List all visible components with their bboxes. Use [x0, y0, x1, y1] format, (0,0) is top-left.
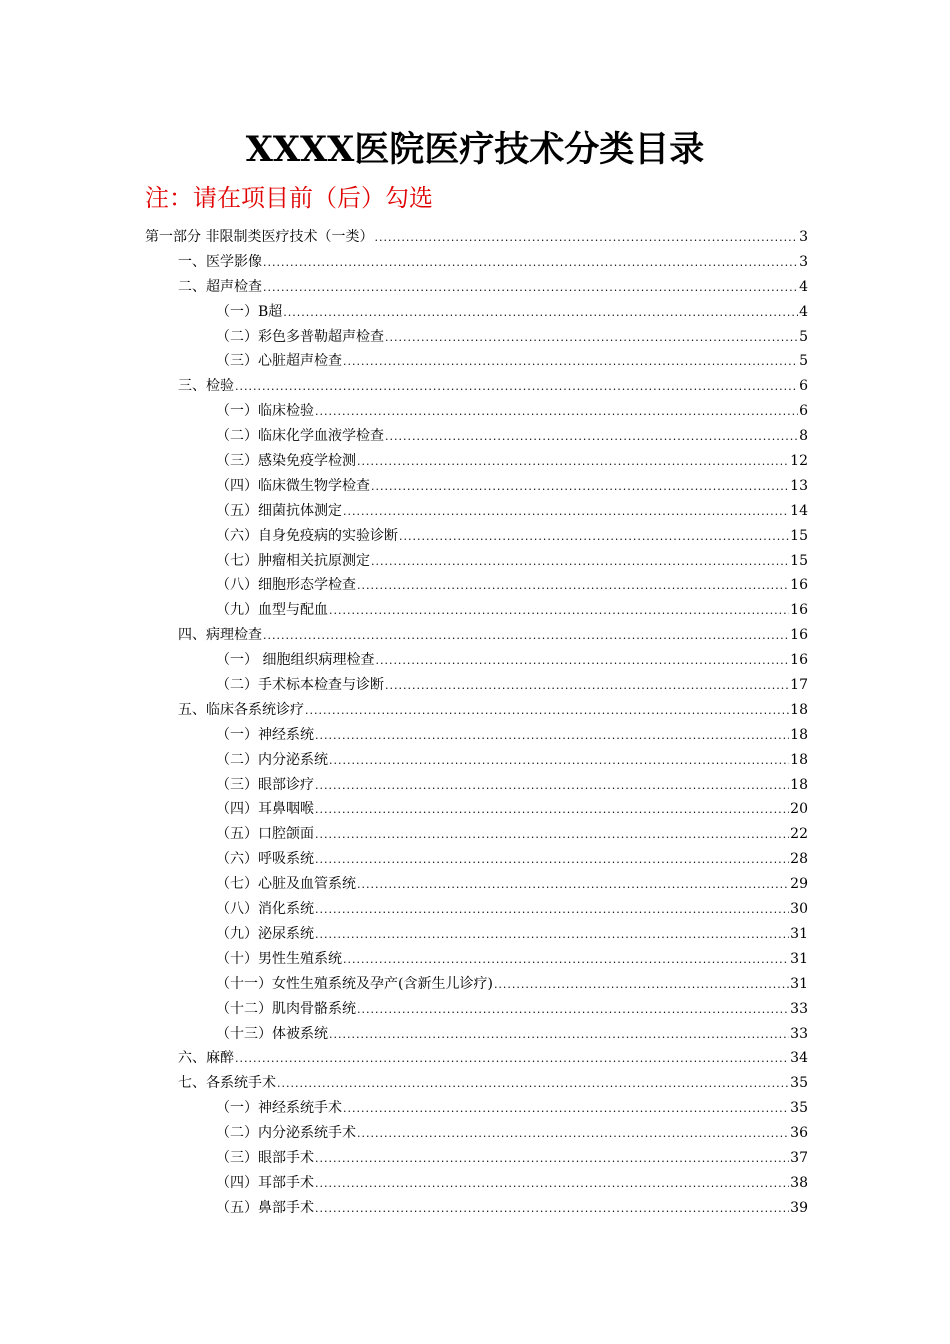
toc-entry[interactable] — [145, 573, 808, 598]
toc-dot-leader — [315, 774, 789, 799]
toc-entry-page-number: 17 — [790, 677, 808, 694]
toc-entry[interactable] — [145, 872, 808, 897]
toc-dot-leader — [385, 425, 798, 450]
toc-dot-leader — [315, 923, 789, 948]
toc-entry-label: （二）彩色多普勒超声检查 — [216, 328, 384, 345]
toc-entry[interactable] — [145, 549, 808, 574]
toc-entry[interactable] — [145, 897, 808, 922]
toc-dot-leader — [283, 301, 798, 326]
toc-entry-label: 五、临床各系统诊疗 — [178, 701, 304, 718]
toc-entry[interactable] — [145, 648, 808, 673]
toc-entry-page-number: 3 — [799, 253, 808, 270]
toc-entry-page-number: 18 — [790, 701, 808, 718]
table-of-contents — [145, 225, 808, 1221]
toc-entry[interactable] — [145, 847, 808, 872]
toc-dot-leader — [357, 574, 789, 599]
toc-entry-page-number: 33 — [790, 1025, 808, 1042]
toc-entry-label: （三）感染免疫学检测 — [216, 453, 356, 470]
toc-entry-page-number: 16 — [790, 627, 808, 644]
toc-entry-page-number: 18 — [790, 726, 808, 743]
toc-entry[interactable] — [145, 673, 808, 698]
toc-entry[interactable] — [145, 449, 808, 474]
toc-entry-label: （七）心脏及血管系统 — [216, 876, 356, 893]
toc-dot-leader — [371, 550, 789, 575]
toc-entry-page-number: 22 — [790, 826, 808, 843]
toc-dot-leader — [357, 1122, 789, 1147]
toc-entry-label: （六）自身免疫病的实验诊断 — [216, 527, 398, 544]
toc-entry-label: （二）内分泌系统 — [216, 751, 328, 768]
toc-entry-page-number: 5 — [799, 328, 808, 345]
toc-entry-page-number: 13 — [790, 477, 808, 494]
toc-entry-label: （一）B超 — [216, 303, 283, 320]
toc-entry-page-number: 16 — [790, 577, 808, 594]
toc-entry-label: （三）眼部手术 — [216, 1149, 314, 1166]
toc-entry-page-number: 29 — [790, 876, 808, 893]
toc-entry[interactable] — [145, 598, 808, 623]
toc-entry-page-number: 33 — [790, 1000, 808, 1017]
toc-entry[interactable] — [145, 1171, 808, 1196]
toc-entry[interactable] — [145, 1022, 808, 1047]
toc-entry[interactable] — [145, 997, 808, 1022]
toc-entry-label: （十二）肌肉骨骼系统 — [216, 1000, 356, 1017]
toc-entry-page-number: 30 — [790, 901, 808, 918]
toc-entry[interactable] — [145, 225, 808, 250]
toc-dot-leader — [357, 998, 789, 1023]
toc-entry-label: 六、麻醉 — [178, 1050, 234, 1067]
toc-dot-leader — [329, 1023, 789, 1048]
toc-entry-label: （八）细胞形态学检查 — [216, 577, 356, 594]
toc-dot-leader — [385, 326, 798, 351]
toc-entry-label: （四）耳鼻咽喉 — [216, 801, 314, 818]
toc-entry[interactable] — [145, 399, 808, 424]
toc-entry[interactable] — [145, 1121, 808, 1146]
toc-entry-label: （三）心脏超声检查 — [216, 353, 342, 370]
toc-entry[interactable] — [145, 748, 808, 773]
toc-entry-label: （五）鼻部手术 — [216, 1199, 314, 1216]
toc-dot-leader — [263, 251, 798, 276]
toc-dot-leader — [343, 948, 789, 973]
toc-entry-label: 第一部分 非限制类医疗技术（一类） — [145, 229, 374, 245]
toc-entry[interactable] — [145, 250, 808, 275]
toc-entry-page-number: 16 — [790, 602, 808, 619]
toc-dot-leader — [263, 624, 789, 649]
document-title: XXXX医院医疗技术分类目录 — [245, 129, 705, 170]
toc-entry-page-number: 38 — [790, 1174, 808, 1191]
toc-dot-leader — [399, 525, 789, 550]
toc-dot-leader — [494, 973, 789, 998]
toc-entry-page-number: 4 — [799, 303, 808, 320]
toc-entry-page-number: 18 — [790, 776, 808, 793]
toc-entry-label: 三、检验 — [178, 378, 234, 395]
toc-entry[interactable] — [145, 947, 808, 972]
toc-entry-label: 七、各系统手术 — [178, 1075, 276, 1092]
toc-entry-label: （二）内分泌系统手术 — [216, 1125, 356, 1142]
toc-entry-label: （九）血型与配血 — [216, 602, 328, 619]
toc-entry-label: （十）男性生殖系统 — [216, 950, 342, 967]
toc-entry[interactable] — [145, 773, 808, 798]
toc-entry-label: 一、医学影像 — [178, 253, 262, 270]
toc-dot-leader — [315, 724, 789, 749]
toc-entry-label: （一）临床检验 — [216, 403, 314, 420]
toc-entry[interactable] — [145, 1146, 808, 1171]
toc-dot-leader — [315, 1172, 789, 1197]
toc-entry-label: 二、超声检查 — [178, 278, 262, 295]
toc-entry-page-number: 16 — [790, 652, 808, 669]
toc-entry-label: （四）临床微生物学检查 — [216, 477, 370, 494]
toc-entry[interactable] — [145, 374, 808, 399]
toc-entry-label: （八）消化系统 — [216, 901, 314, 918]
toc-dot-leader — [315, 1147, 789, 1172]
toc-entry[interactable] — [145, 275, 808, 300]
toc-entry[interactable] — [145, 499, 808, 524]
toc-entry-label: （一）神经系统 — [216, 726, 314, 743]
toc-entry-page-number: 4 — [799, 278, 808, 295]
toc-entry[interactable] — [145, 797, 808, 822]
toc-entry[interactable] — [145, 1046, 808, 1071]
toc-dot-leader — [329, 749, 789, 774]
toc-entry-page-number: 34 — [790, 1050, 808, 1067]
toc-dot-leader — [235, 1047, 789, 1072]
toc-dot-leader — [315, 823, 789, 848]
toc-dot-leader — [343, 350, 798, 375]
toc-entry[interactable] — [145, 325, 808, 350]
toc-dot-leader — [305, 699, 789, 724]
toc-entry-page-number: 15 — [790, 552, 808, 569]
toc-entry-label: （一） 细胞组织病理检查 — [216, 652, 375, 669]
toc-entry-page-number: 8 — [799, 428, 808, 445]
toc-entry-page-number: 31 — [790, 950, 808, 967]
toc-dot-leader — [357, 873, 789, 898]
toc-entry[interactable] — [145, 723, 808, 748]
toc-entry[interactable] — [145, 1096, 808, 1121]
toc-dot-leader — [277, 1072, 789, 1097]
toc-dot-leader — [315, 848, 789, 873]
toc-entry-page-number: 39 — [790, 1199, 808, 1216]
toc-entry[interactable] — [145, 1196, 808, 1221]
toc-dot-leader — [357, 450, 789, 475]
toc-dot-leader — [315, 898, 789, 923]
toc-entry-label: （十一）女性生殖系统及孕产(含新生儿诊疗) — [216, 975, 493, 992]
toc-entry[interactable] — [145, 300, 808, 325]
toc-entry-page-number: 28 — [790, 851, 808, 868]
toc-entry-page-number: 35 — [790, 1100, 808, 1117]
toc-dot-leader — [235, 375, 798, 400]
toc-dot-leader — [315, 400, 798, 425]
toc-entry-label: （一）神经系统手术 — [216, 1100, 342, 1117]
toc-entry[interactable] — [145, 524, 808, 549]
toc-entry-label: （五）细菌抗体测定 — [216, 502, 342, 519]
toc-entry[interactable] — [145, 349, 808, 374]
toc-entry-page-number: 6 — [799, 378, 808, 395]
toc-dot-leader — [385, 674, 789, 699]
toc-entry-label: （十三）体被系统 — [216, 1025, 328, 1042]
toc-entry-page-number: 5 — [799, 353, 808, 370]
toc-entry-page-number: 14 — [790, 502, 808, 519]
toc-entry-label: （九）泌尿系统 — [216, 925, 314, 942]
toc-entry-label: （五）口腔颌面 — [216, 826, 314, 843]
toc-entry[interactable] — [145, 623, 808, 648]
toc-entry-label: （三）眼部诊疗 — [216, 776, 314, 793]
toc-dot-leader — [343, 500, 789, 525]
toc-dot-leader — [315, 1197, 789, 1222]
toc-entry-label: （二）临床化学血液学检查 — [216, 428, 384, 445]
toc-entry-page-number: 18 — [790, 751, 808, 768]
toc-entry[interactable] — [145, 474, 808, 499]
toc-dot-leader — [371, 475, 789, 500]
toc-entry-page-number: 6 — [799, 403, 808, 420]
toc-entry-page-number: 35 — [790, 1075, 808, 1092]
toc-dot-leader — [263, 276, 798, 301]
toc-entry-page-number: 12 — [790, 453, 808, 470]
selection-note: 注：请在项目前（后）勾选 — [145, 184, 433, 212]
toc-entry-page-number: 3 — [799, 229, 808, 245]
toc-entry-page-number: 31 — [790, 925, 808, 942]
toc-entry-page-number: 31 — [790, 975, 808, 992]
toc-entry[interactable] — [145, 922, 808, 947]
toc-entry-label: （六）呼吸系统 — [216, 851, 314, 868]
toc-dot-leader — [329, 599, 789, 624]
toc-entry-label: （七）肿瘤相关抗原测定 — [216, 552, 370, 569]
toc-dot-leader — [374, 226, 798, 251]
toc-entry[interactable] — [145, 1071, 808, 1096]
toc-entry[interactable] — [145, 698, 808, 723]
toc-entry-page-number: 20 — [790, 801, 808, 818]
toc-dot-leader — [315, 798, 789, 823]
toc-entry-page-number: 37 — [790, 1149, 808, 1166]
toc-entry-label: （四）耳部手术 — [216, 1174, 314, 1191]
toc-entry[interactable] — [145, 822, 808, 847]
toc-entry[interactable] — [145, 424, 808, 449]
toc-entry[interactable] — [145, 972, 808, 997]
toc-dot-leader — [343, 1097, 789, 1122]
toc-entry-label: （二）手术标本检查与诊断 — [216, 677, 384, 694]
toc-entry-page-number: 15 — [790, 527, 808, 544]
toc-entry-label: 四、病理检查 — [178, 627, 262, 644]
toc-dot-leader — [375, 649, 789, 674]
toc-entry-page-number: 36 — [790, 1125, 808, 1142]
